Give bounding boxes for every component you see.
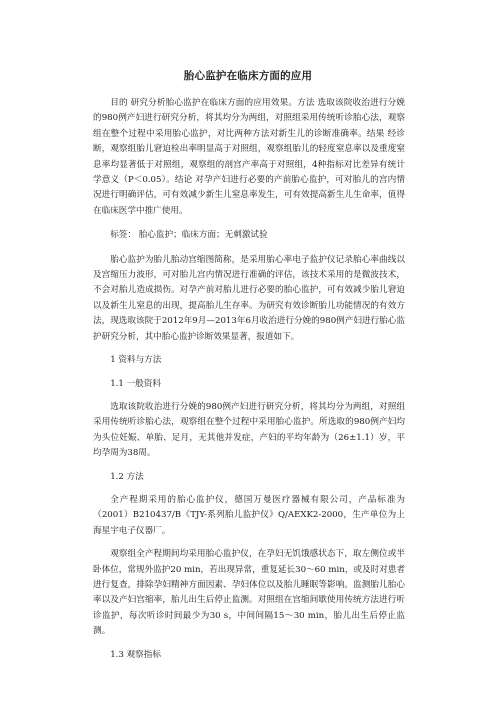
page-title: 胎心监护在临床方面的应用: [183, 70, 313, 82]
method-paragraph-2: 观察组全产程期间均采用胎心监护仪，在孕妇无饥饿感状态下，取左侧位或半卧体位，常规外监护20 min，若出现异常，重复延长30～60 min，或及时对患者进行复查，排除孕妇精神方面因素、孕妇体位以及胎儿睡眠等影响。监测胎儿胎心率以及产妇宫缩率，胎儿出生后停止监测。对照组在宫缩间歇使用传统方法进行听诊监护，每次听诊时间最少为30 s，中间间隔15～30 min，胎儿出生后停止监测。: [93, 549, 405, 637]
general-data-paragraph: 选取该院收治进行分娩的980例产妇进行研究分析，将其均分为两组，对照组采用传统听诊胎心法，观察组在整个过程中采用胎心监护。所选取的980例产妇均为头位妊娠、单胎、足月，无其他并发症，产妇的平均年龄为（26±1.1）岁，平均孕周为38周。: [93, 401, 405, 459]
keywords-line: 标签： 胎心监护；临床方面；无刺激试验: [110, 230, 268, 241]
document-body: [93, 96, 405, 663]
intro-paragraph: 胎心监护为胎儿胎动宫缩图简称，是采用胎心率电子监护仪记录胎心率曲线以及宫缩压力波形，可对胎儿宫内情况进行准确的评估，该技术采用的是微波技术，不会对胎儿造成损伤。对孕产前对胎儿进行必要的胎心监护，可有效减少胎儿窘迫以及新生儿窒息的出现，提高胎儿生存率。为研究有效诊断胎儿功能情况的有效方法，现选取该院于2012年9月—2013年6月收治进行分娩的980例产妇进行胎心监护研究分析，其中胎心监护诊断效果显著，报道如下。: [93, 254, 405, 342]
abstract-paragraph: 目的 研究分析胎心监护在临床方面的应用效果。方法 选取该院收治进行分娩的980例产妇进行研究分析，将其均分为两组，对照组采用传统听诊胎心法，观察组在整个过程中采用胎心监护，对比两种方法对新生儿的诊断准确率。结果 经诊断，观察组胎儿窘迫检出率明显高于对照组，观察组胎儿的轻度窒息率以及重度窒息率均显著低于对照组，观察组的剖宫产率高于对照组，4种指标对比差异有统计学意义（P＜0.05）。结论 对孕产妇进行必要的产前胎心监护，可对胎儿的宫内情况进行明确评估，可有效减少新生儿窒息率发生，可有效提高新生儿生命率，值得在临床医学中推广使用。: [93, 98, 405, 216]
section-heading-1-1: 1.1 一般资料: [110, 378, 161, 389]
section-heading-1: 1 资料与方法: [110, 355, 162, 366]
section-heading-1-3: 1.3 观察指标: [110, 649, 161, 660]
section-heading-1-2: 1.2 方法: [110, 471, 144, 482]
method-paragraph-1: 全产程期采用的胎心监护仪，德国万曼医疗器械有限公司，产品标准为（2001）B210437/B《TJY-系列胎儿监护仪》Q/AEXK2-2000，生产单位为上海星宇电子仪器厂。: [93, 494, 405, 536]
